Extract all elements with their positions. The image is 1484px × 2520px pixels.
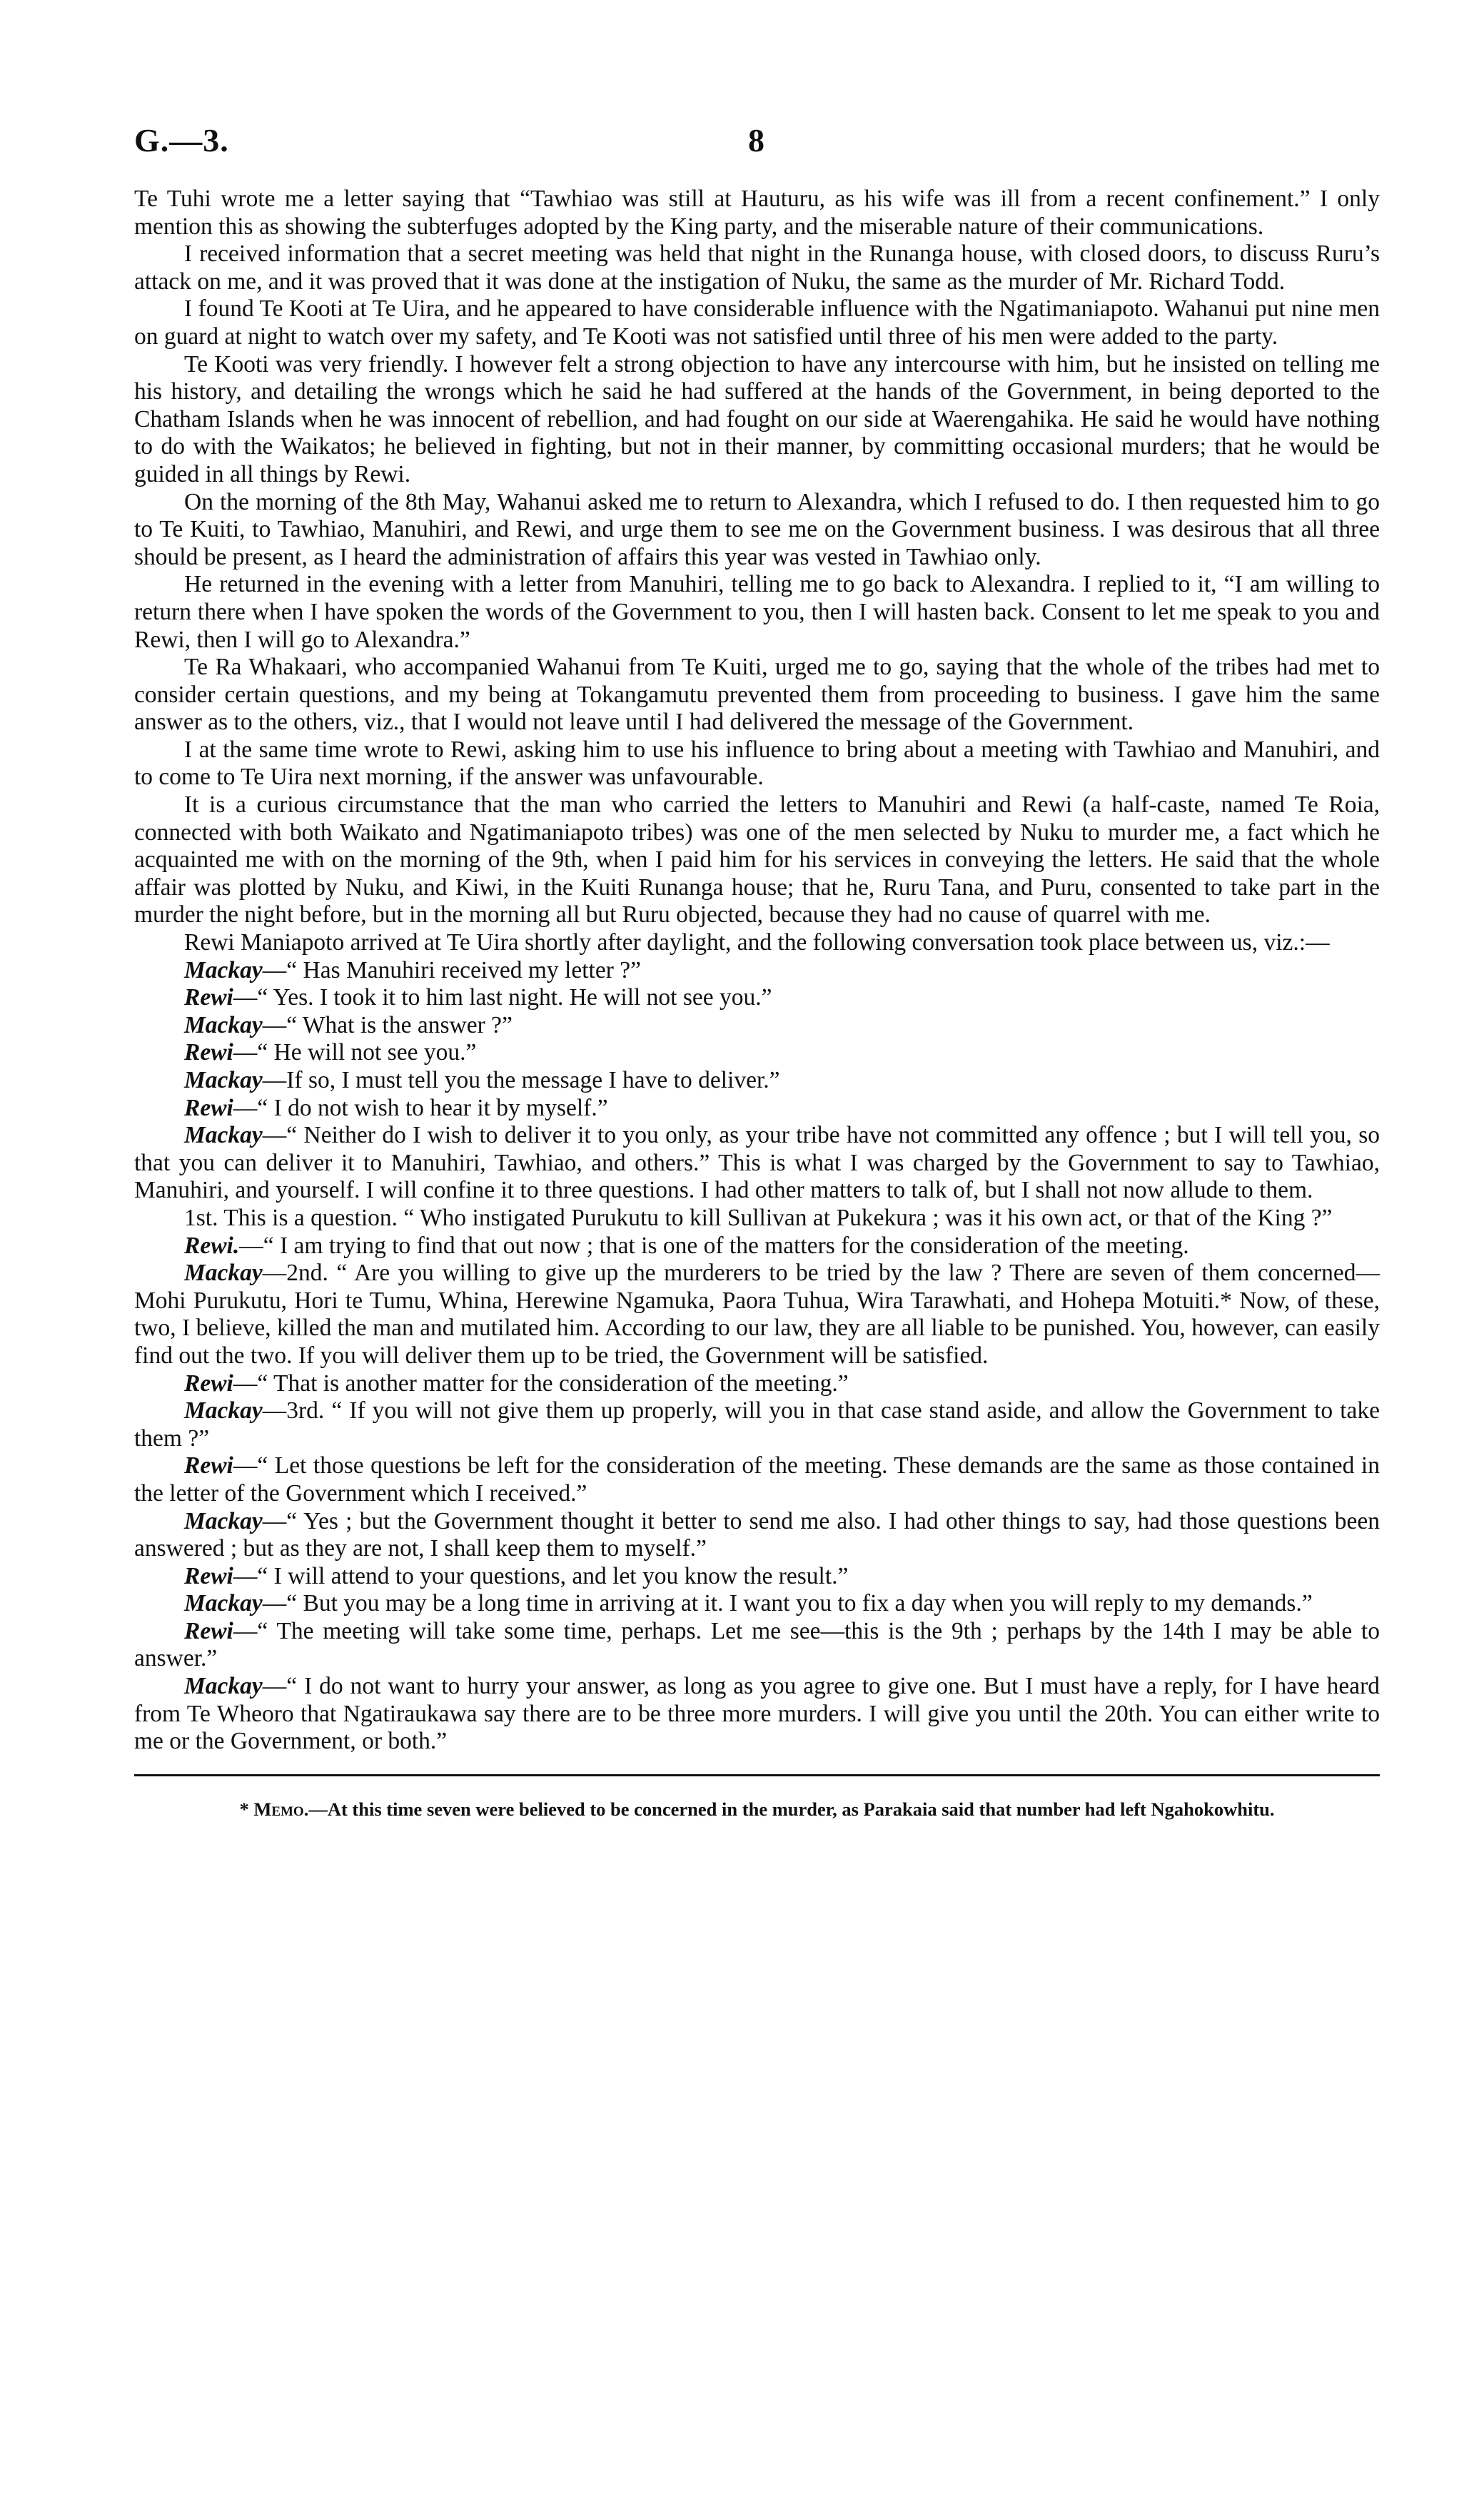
dialogue-text: —“ The meeting will take some time, perhaps. Let me see—this is the 9th ; perhaps by the 14th I may be able to answer.” — [134, 1617, 1380, 1672]
paragraph: Te Kooti was very friendly. I however felt a strong objection to have any intercourse with him, but he insisted on telling me his history, and detailing the wrongs which he said he had suffered at the hands of the Government, in being deported to the Chatham Islands when he was innocent of rebellion, and had fought on our side at Waerengahika. He said he would have nothing to do with the Waikatos; he believed in fighting, but not in their manner, by committing occasional murders; that he would be guided in all things by Rewi. — [134, 350, 1380, 487]
speaker-name: Mackay — [184, 1011, 263, 1038]
footnote — [134, 1798, 1380, 1821]
paragraph: I found Te Kooti at Te Uira, and he appeared to have considerable influence with the Ngatimaniapoto. Wahanui put nine men on guard at night to watch over my safety, and Te Kooti was not satisfied until three of his men were added to the party. — [134, 295, 1380, 350]
dialogue-text: —“ I will attend to your questions, and let you know the result.” — [233, 1562, 849, 1589]
speaker-name: Mackay — [184, 1507, 263, 1534]
dialogue-line — [134, 1095, 1380, 1123]
dialogue-text: —“ Let those questions be left for the consideration of the meeting. These demands are the same as those contained in the letter of the Government which I received.” — [134, 1452, 1380, 1507]
speaker-name: Rewi — [184, 1370, 233, 1397]
dialogue-line — [134, 1590, 1380, 1618]
dialogue-text: —“ I do not want to hurry your answer, as long as you agree to give one. But I must have a reply, for I have heard from Te Wheoro that Ngatiraukawa say there are to be three more murders. I will give you until the 20th. You can either write to me or the Government, or both.” — [134, 1673, 1380, 1755]
paragraph: Te Ra Whakaari, who accompanied Wahanui from Te Kuiti, urged me to go, saying that the whole of the tribes had met to consider certain questions, and my being at Tokangamutu prevented them from proceeding to business. I gave him the same answer as to the others, viz., that I would not leave until I had delivered the message of the Government. — [134, 654, 1380, 736]
dialogue-text: —“ I do not wish to hear it by myself.” — [233, 1094, 608, 1121]
dialogue-line — [134, 1563, 1380, 1591]
speaker-name: Rewi. — [184, 1232, 240, 1259]
dialogue-text: —2nd. “ Are you willing to give up the murderers to be tried by the law ? There are seven of them concerned—Mohi Purukutu, Hori te Tumu, Whina, Herewine Ngamuka, Paora Tuhua, Wira Tarawhati, and Hohepa Motuiti.* Now, of these, two, I believe, killed the man and mutilated him. According to our law, they are all liable to be punished. You, however, can easily find out the two. If you will deliver them up to be tried, the Government will be satisfied. — [134, 1260, 1380, 1369]
speaker-name: Mackay — [184, 1590, 263, 1617]
paragraph: Te Tuhi wrote me a letter saying that “Tawhiao was still at Hauturu, as his wife was ill from a recent confinement.” I only mention this as showing the subterfuges adopted by the King party, and the miserable nature of their communications. — [134, 186, 1380, 240]
speaker-name: Rewi — [184, 984, 233, 1011]
dialogue-text: —“ I am trying to find that out now ; that is one of the matters for the consideration of the meeting. — [239, 1232, 1189, 1259]
speaker-name: Mackay — [184, 1397, 263, 1425]
footnote-lead: * Memo. — [239, 1798, 309, 1820]
dialogue-text: —“ Has Manuhiri received my letter ?” — [262, 956, 641, 983]
dialogue-line — [134, 957, 1380, 985]
dialogue-text: —“ Neither do I wish to deliver it to you only, as your tribe have not committed any offence ; but I will tell you, so that you can deliver it to Manuhiri, Tawhiao, and others.” This is what I was charged by the Government to say to Tawhiao, Manuhiri, and yourself. I will confine it to three questions. I had other matters to talk of, but I shall not now allude to them. — [134, 1122, 1380, 1204]
dialogue-line — [134, 1508, 1380, 1563]
dialogue-line — [134, 1012, 1380, 1040]
dialogue-text: —“ That is another matter for the consideration of the meeting.” — [233, 1370, 849, 1397]
speaker-name: Mackay — [184, 1122, 263, 1149]
dialogue-line — [134, 1397, 1380, 1452]
dialogue-line — [134, 1039, 1380, 1067]
dialogue-line — [134, 1067, 1380, 1095]
footnote-rule — [134, 1774, 1380, 1776]
dialogue-line — [134, 1233, 1380, 1260]
speaker-name: Rewi — [184, 1452, 233, 1479]
dialogue-text: —“ What is the answer ?” — [262, 1011, 513, 1038]
speaker-name: Mackay — [184, 1673, 263, 1700]
paragraph: Rewi Maniapoto arrived at Te Uira shortly after daylight, and the following conversation took place between us, viz.:— — [184, 929, 1330, 956]
dialogue-text: —“ Yes ; but the Government thought it better to send me also. I had other things to say, had those questions been answered ; but as they are not, I shall keep them to myself.” — [134, 1507, 1380, 1562]
dialogue-text: —“ He will not see you.” — [233, 1039, 477, 1066]
footnote-text: —At this time seven were believed to be concerned in the murder, as Parakaia said that number had left Ngahokowhitu. — [308, 1798, 1275, 1820]
speaker-name: Rewi — [184, 1562, 233, 1589]
dialogue-text: —“ But you may be a long time in arriving at it. I want you to fix a day when you will reply to my demands.” — [262, 1590, 1313, 1617]
dialogue-line — [134, 1205, 1380, 1233]
paragraph: On the morning of the 8th May, Wahanui asked me to return to Alexandra, which I refused to do. I then requested him to go to Te Kuiti, to Tawhiao, Manuhiri, and Rewi, and urge them to see me on the Government business. I was desirous that all three should be present, as I heard the administration of affairs this year was vested in Tawhiao only. — [134, 488, 1380, 570]
speaker-name: Mackay — [184, 1067, 263, 1093]
paper-reference: G.—3. — [134, 122, 229, 158]
dialogue-line — [134, 984, 1380, 1012]
dialogue-line — [134, 1673, 1380, 1756]
page-number: 8 — [748, 122, 764, 158]
dialogue-text: —3rd. “ If you will not give them up properly, will you in that case stand aside, and allow the Government to take them ?” — [134, 1397, 1380, 1452]
dialogue-line — [134, 1122, 1380, 1205]
dialogue-line — [134, 1260, 1380, 1370]
dialogue-text: 1st. This is a question. “ Who instigated Purukutu to kill Sullivan at Pukekura ; was it his own act, or that of the King ?” — [184, 1204, 1333, 1231]
speaker-name: Rewi — [184, 1094, 233, 1121]
dialogue-line — [134, 1452, 1380, 1507]
paragraph: It is a curious circumstance that the man who carried the letters to Manuhiri and Rewi (a half-caste, named Te Roia, connected with both Waikato and Ngatimaniapoto tribes) was one of the men selected by Nuku to murder me, a fact which he acquainted me with on the morning of the 9th, when I paid him for his services in conveying the letters. He said that the whole affair was plotted by Nuku, and Kiwi, in the Kuiti Runanga house; that he, Ruru Tana, and Puru, consented to take part in the murder the night before, but in the morning all but Ruru objected, because they had no cause of quarrel with me. — [134, 791, 1380, 928]
paragraph: I received information that a secret meeting was held that night in the Runanga house, with closed doors, to discuss Ruru’s attack on me, and it was proved that it was done at the instigation of Nuku, the same as the murder of Mr. Richard Todd. — [134, 241, 1380, 295]
document-body — [134, 186, 1380, 1756]
dialogue-line — [134, 1618, 1380, 1673]
speaker-name: Mackay — [184, 956, 263, 983]
paragraph: I at the same time wrote to Rewi, asking him to use his influence to bring about a meeting with Tawhiao and Manuhiri, and to come to Te Uira next morning, if the answer was unfavourable. — [134, 736, 1380, 791]
dialogue-text: —If so, I must tell you the message I have to deliver.” — [262, 1067, 780, 1093]
document-page — [134, 107, 1380, 1821]
speaker-name: Mackay — [184, 1260, 263, 1287]
page-header — [134, 107, 1380, 186]
dialogue-line — [134, 1370, 1380, 1398]
speaker-name: Rewi — [184, 1617, 233, 1644]
speaker-name: Rewi — [184, 1039, 233, 1066]
paragraph: He returned in the evening with a letter from Manuhiri, telling me to go back to Alexandra. I replied to it, “I am willing to return there when I have spoken the words of the Government to you, then I will hasten back. Consent to let me speak to you and Rewi, then I will go to Alexandra.” — [134, 571, 1380, 653]
dialogue-text: —“ Yes. I took it to him last night. He will not see you.” — [233, 984, 772, 1011]
